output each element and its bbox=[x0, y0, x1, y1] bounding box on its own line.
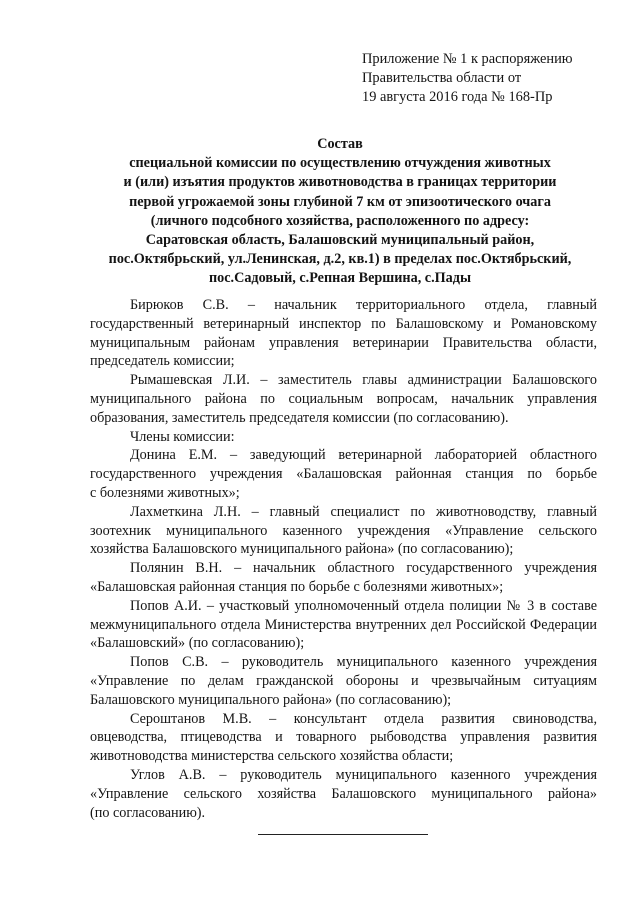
entry-line: межмуниципального отдела Министерства внутренних дел Российской Федерации bbox=[90, 616, 597, 633]
entry-line: Рымашевская Л.И. – заместитель главы администрации Балашовского bbox=[130, 372, 597, 389]
commission-list bbox=[90, 296, 597, 822]
entry-line: Полянин В.Н. – начальник областного государственного учреждения bbox=[130, 560, 597, 577]
entry-line: хозяйства Балашовского муниципального района» (по согласованию); bbox=[90, 541, 514, 558]
entry-line: Попов С.В. – руководитель муниципального казенного учреждения bbox=[130, 654, 597, 671]
entry-line: животноводства министерства сельского хозяйства области; bbox=[90, 748, 454, 765]
member-entry bbox=[90, 653, 597, 709]
member-entry bbox=[90, 766, 597, 822]
title-line: специальной комиссии по осуществлению отчуждения животных bbox=[129, 155, 551, 172]
entry-line: «Балашовский» (по согласованию); bbox=[90, 635, 305, 652]
entry-line: государственный ветеринарный инспектор по Балашовскому и Романовскому bbox=[90, 315, 597, 332]
member-entry bbox=[90, 559, 597, 597]
entry-line: Донина Е.М. – заведующий ветеринарной лабораторией областного bbox=[130, 447, 597, 464]
commission-entry-deputy bbox=[90, 371, 597, 427]
member-entry bbox=[90, 710, 597, 766]
entry-line: председатель комиссии; bbox=[90, 353, 235, 370]
appendix-line: Правительства области от bbox=[362, 70, 522, 86]
entry-line: Лахметкина Л.Н. – главный специалист по животноводству, главный bbox=[130, 503, 597, 520]
entry-line: муниципального района по социальным вопросам, начальник управления bbox=[90, 390, 597, 407]
entry-line: Балашовского муниципального района» (по согласованию); bbox=[90, 691, 452, 708]
title-line: первой угрожаемой зоны глубиной 7 км от эпизоотического очага bbox=[129, 193, 551, 210]
title-line: (личного подсобного хозяйства, расположенного по адресу: bbox=[150, 212, 530, 229]
entry-line: овцеводства, птицеводства и товарного рыбоводства управления развития bbox=[90, 729, 597, 746]
entry-line: «Балашовская районная станция по борьбе с болезнями животных»; bbox=[90, 578, 504, 595]
member-entry bbox=[90, 597, 597, 653]
appendix-line: Приложение № 1 к распоряжению bbox=[362, 51, 573, 67]
commission-entry-chairman bbox=[90, 296, 597, 371]
document-title bbox=[80, 135, 600, 289]
entry-line: Углов А.В. – руководитель муниципального казенного учреждения bbox=[130, 766, 597, 783]
entry-line: муниципальным районам управления ветеринарии Правительства области, bbox=[90, 334, 597, 351]
title-line: и (или) изъятия продуктов животноводства в границах территории bbox=[123, 174, 557, 191]
appendix-header bbox=[362, 50, 573, 107]
members-label: Члены комиссии: bbox=[130, 428, 235, 445]
title-line: Состав bbox=[317, 136, 363, 152]
appendix-line: 19 августа 2016 года № 168-Пр bbox=[362, 89, 553, 105]
entry-line: Сероштанов М.В. – консультант отдела развития свиноводства, bbox=[130, 710, 597, 727]
entry-line: с болезнями животных»; bbox=[90, 484, 240, 501]
entry-line: Бирюков С.В. – начальник территориального отдела, главный bbox=[130, 297, 597, 313]
entry-line: Попов А.И. – участковый уполномоченный отдела полиции № 3 в составе bbox=[130, 597, 597, 614]
entry-line: зоотехник муниципального казенного учреждения «Управление сельского bbox=[90, 522, 597, 539]
entry-line: образования, заместитель председателя комиссии (по согласованию). bbox=[90, 409, 509, 426]
title-line: Саратовская область, Балашовский муниципальный район, bbox=[145, 232, 535, 249]
member-entry bbox=[90, 446, 597, 502]
entry-line: «Управление сельского хозяйства Балашовского муниципального района» bbox=[90, 785, 597, 802]
entry-line: «Управление по делам гражданской обороны и чрезвычайным ситуациям bbox=[90, 672, 597, 689]
closing-divider bbox=[258, 834, 428, 835]
title-line: пос.Октябрьский, ул.Ленинская, д.2, кв.1) в пределах пос.Октябрьский, bbox=[108, 251, 572, 268]
entry-line: государственного учреждения «Балашовская районная станция по борьбе bbox=[90, 466, 597, 483]
title-line: пос.Садовый, с.Репная Вершина, с.Пады bbox=[208, 270, 472, 287]
member-entry bbox=[90, 503, 597, 559]
entry-line: (по согласованию). bbox=[90, 804, 206, 821]
